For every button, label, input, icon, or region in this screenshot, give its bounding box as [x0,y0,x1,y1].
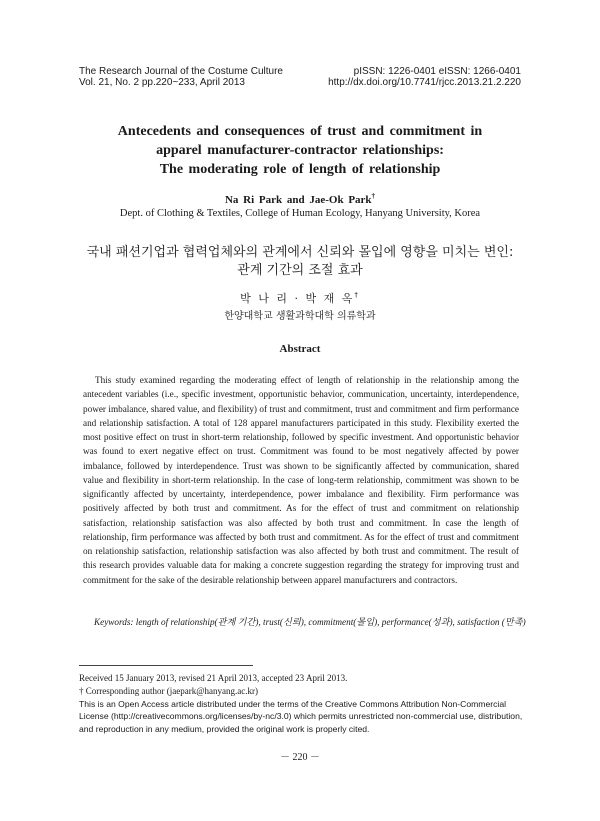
korean-title-line-2: 관계 기간의 조절 효과 [237,263,363,278]
korean-title [60,244,540,280]
korean-author-names-text: 박 나 리 · 박 재 옥 [240,292,355,305]
doi-link[interactable]: http://dx.doi.org/10.7741/rjcc.2013.21.2.220 [328,77,521,88]
korean-affiliation: 한양대학교 생활과학대학 의류학과 [224,311,376,322]
footnote-divider [79,665,253,666]
korean-corresponding-mark: † [354,291,360,299]
abstract-heading: Abstract [279,343,321,355]
abstract-body: This study examined regarding the moderating effect of length of relationship in the relationship among the antecedent variables (i.e., specific investment, opportunistic behavior, communication, uncertainty, interdependence, power imbalance, shared value, and flexibility) of trust and commitment, trust and commitment and firm performance and relationship satisfaction. A total of 128 apparel manufacturers participated in this study. Flexibility exerted the most positive effect on trust in short-term relationship, followed by specific investment. And opportunistic behavior was found to exert negative effect on trust. Commitment was found to be most negatively affected by power imbalance, followed by interdependence. Trust was shown to be significantly affected by communication, shared value and flexibility in short-term relationship. In the case of long-term relationship, commitment was shown to be significantly affected by uncertainty, interdependence, power imbalance and flexibility. Firm performance was positively affected by both trust and commitment. As for the effect of trust and commitment on relationship satisfaction, relationship satisfaction was also affected by both trust and commitment. In case the length of relationship, firm performance was affected by both trust and commitment. As for the effect of trust and commitment on relationship satisfaction, relationship satisfaction was also affected by both trust and commitment. The result of this research provides valuable data for making a concrete suggestion regarding the strategy for improving trust and commitment for the sake of the desirable relationship between apparel manufacturers and contractors. [83,375,519,585]
corresponding-author: † Corresponding author (jaepark@hanyang.ac.kr) [79,686,258,696]
keywords: Keywords: length of relationship(관계 기간), trust(신뢰), commitment(몰입), performance(성과), satisfaction (만족) [94,617,526,627]
author-names-text: Na Ri Park and Jae-Ok Park [224,194,372,206]
korean-author-names [60,290,540,306]
title-line-2: apparel manufacturer-contractor relationships: [156,143,444,158]
title-line-3: The moderating role of length of relationship [159,162,441,177]
paper-title [60,122,540,179]
received-dates: Received 15 January 2013, revised 21 April 2013, accepted 23 April 2013. [79,673,348,683]
title-line-1: Antecedents and consequences of trust and commitment in [117,124,483,139]
author-affiliation: Dept. of Clothing & Textiles, College of Human Ecology, Hanyang University, Korea [119,208,481,219]
license-note: This is an Open Access article distributed under the terms of the Creative Commons Attribution Non-Commercial License (http://creativecommons.org/licenses/by-nc/3.0) which permits unrestricted non-commercial use, distribution, and reproduction in any medium, provided the original work is properly cited. [79,699,523,734]
running-header-left [79,66,283,88]
page-number: － 220 － [280,752,320,763]
korean-title-line-1: 국내 패션기업과 협력업체와의 관계에서 신뢰와 몰입에 영향을 미치는 변인: [86,245,514,260]
journal-name: The Research Journal of the Costume Culture [79,66,283,77]
running-header-right [328,66,521,88]
corresponding-mark: † [371,192,376,200]
issn-info: pISSN: 1226-0401 eISSN: 1266-0401 [353,66,521,77]
author-names [60,192,540,206]
volume-info: Vol. 21, No. 2 pp.220~233, April 2013 [79,77,245,88]
